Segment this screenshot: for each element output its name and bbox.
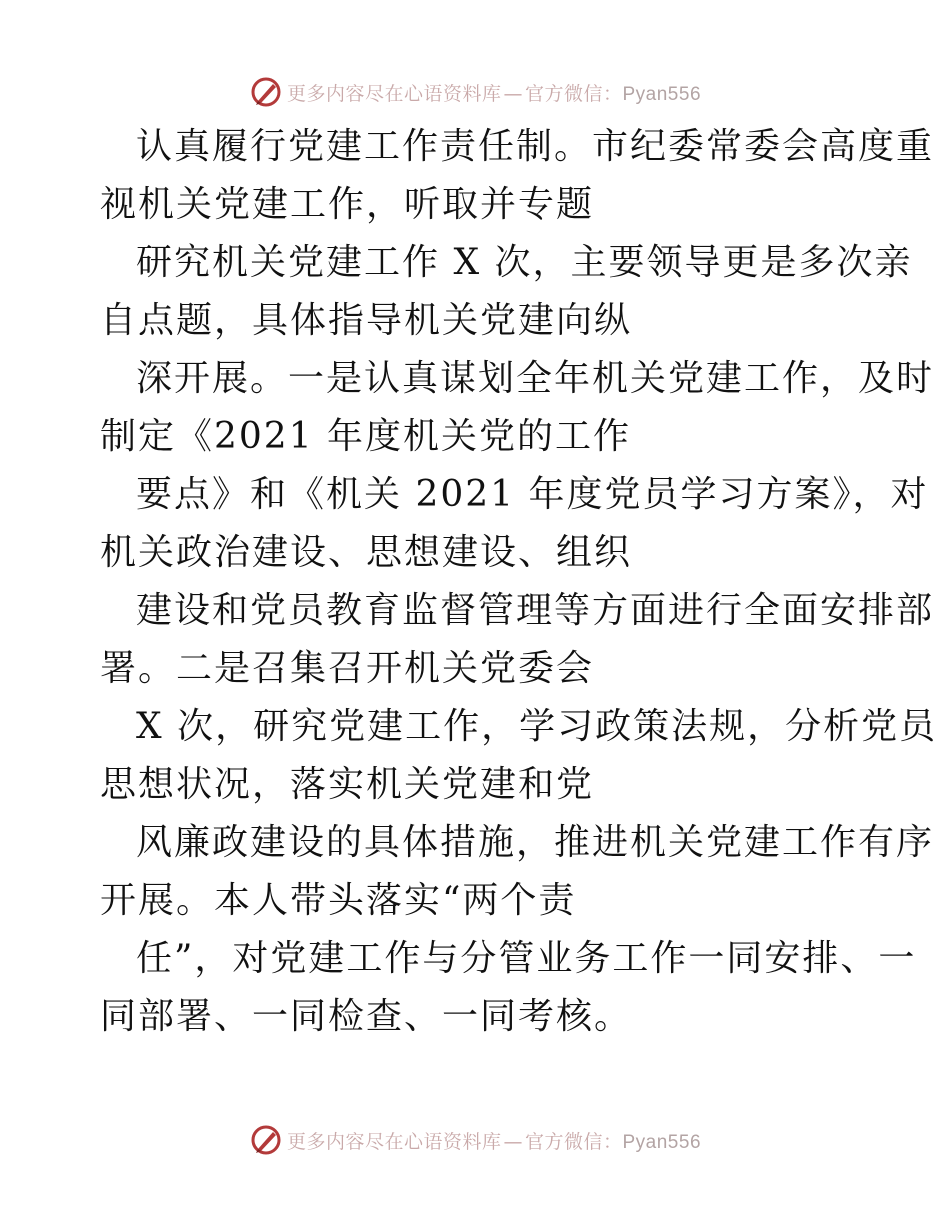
watermark-dash: — — [503, 82, 523, 105]
text-line: 要点》和《机关 2021 年度党员学习方案》，对 — [136, 474, 929, 515]
paragraph-2 — [100, 234, 913, 350]
text-line: 机关政治建设、思想建设、组织 — [100, 532, 633, 573]
text-line: 自点题，具体指导机关党建向纵 — [100, 300, 633, 341]
watermark-contact-label: 官方微信： — [524, 1130, 623, 1153]
text-line: 开展。本人带头落实“两个责 — [100, 880, 577, 921]
watermark-text — [287, 79, 701, 106]
document-body — [100, 118, 938, 1046]
watermark-contact-id: Pyan556 — [622, 1131, 702, 1153]
pen-logo-icon — [249, 75, 283, 109]
footer-watermark — [0, 1120, 950, 1160]
watermark-site-name: 更多内容尽在心语资料库 — [286, 1130, 502, 1153]
paragraph-7 — [100, 814, 935, 930]
watermark-contact-label: 官方微信： — [524, 82, 623, 105]
text-line: 建设和党员教育监督管理等方面进行全面安排部 — [136, 590, 935, 631]
watermark-site-name: 更多内容尽在心语资料库 — [286, 82, 502, 105]
text-line: 制定《2021 年度机关党的工作 — [100, 416, 632, 457]
paragraph-5 — [100, 582, 935, 698]
paragraph-1 — [100, 118, 935, 234]
text-line: 深开展。一是认真谋划全年机关党建工作，及时 — [136, 358, 935, 399]
text-line: 同部署、一同检查、一同考核。 — [100, 996, 633, 1037]
watermark-dash: — — [503, 1130, 523, 1153]
paragraph-8 — [100, 930, 917, 1046]
text-line: 任”，对党建工作与分管业务工作一同安排、一 — [136, 938, 917, 979]
watermark-text — [287, 1127, 701, 1154]
text-line: 风廉政建设的具体措施，推进机关党建工作有序 — [136, 822, 935, 863]
header-watermark — [0, 72, 950, 112]
paragraph-3 — [100, 350, 935, 466]
paragraph-4 — [100, 466, 929, 582]
text-line: 认真履行党建工作责任制。市纪委常委会高度重 — [136, 126, 935, 167]
text-line: 视机关党建工作，听取并专题 — [100, 184, 595, 225]
paragraph-6 — [100, 698, 938, 814]
text-line: X 次，研究党建工作，学习政策法规，分析党员 — [136, 706, 938, 747]
text-line: 研究机关党建工作 X 次，主要领导更是多次亲 — [136, 242, 913, 283]
pen-logo-icon — [249, 1123, 283, 1157]
text-line: 署。二是召集召开机关党委会 — [100, 648, 595, 689]
watermark-contact-id: Pyan556 — [622, 83, 702, 105]
text-line: 思想状况，落实机关党建和党 — [100, 764, 595, 805]
